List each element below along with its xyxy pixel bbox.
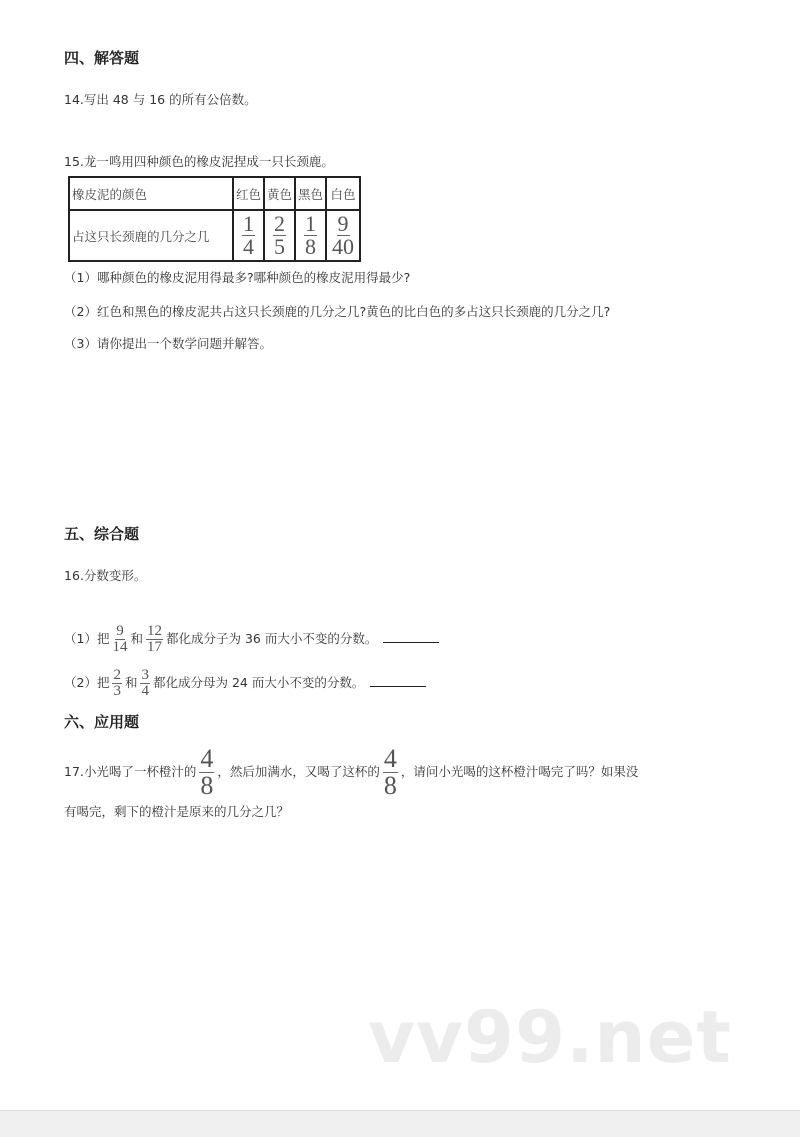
fraction: $\frac{1}{8}$ — [305, 211, 317, 259]
answer-blank[interactable] — [370, 686, 426, 687]
sub-question-2: （2）红色和黑色的橡皮泥共占这只长颈鹿的几分之几?黄色的比白色的多占这只长颈鹿的几分之几? — [64, 304, 611, 319]
part-1: （1）把 $\frac{9}{14}$ 和 $\frac{12}{17}$ 都化成分子为 36 而大小不变的分数。 — [64, 624, 439, 655]
header-cell: 白色 — [326, 177, 360, 210]
fraction: $\frac{9}{40}$ — [332, 211, 355, 259]
page-bottom-bar — [0, 1110, 800, 1137]
sub-question-3: （3）请你提出一个数学问题并解答。 — [64, 336, 272, 351]
question-17: 17.小光喝了一杯橙汁的 $\frac{4}{8}$ ，然后加满水，又喝了这杯的 $\frac{4}{8}$ ，请问小光喝的这杯橙汁喝完了吗？如果没 — [64, 744, 639, 800]
part-2: （2）把 $\frac{2}{3}$ 和 $\frac{3}{4}$ 都化成分母为 24 而大小不变的分数。 — [64, 668, 426, 699]
question-16: 16.分数变形。 — [64, 568, 147, 583]
answer-blank[interactable] — [383, 642, 439, 643]
fraction: $\frac{2}{5}$ — [274, 211, 286, 259]
watermark: vv99.net — [368, 995, 732, 1079]
question-17-line2: 有喝完，剩下的橙汁是原来的几分之几？ — [64, 804, 290, 819]
clay-color-table — [68, 176, 361, 262]
section-heading: 五、综合题 — [64, 525, 140, 543]
row-label: 占这只长颈鹿的几分之几 — [69, 210, 233, 261]
header-cell: 红色 — [233, 177, 264, 210]
header-cell: 橡皮泥的颜色 — [69, 177, 233, 210]
fraction: $\frac{1}{4}$ — [243, 211, 254, 259]
question-15: 15.龙一鸣用四种颜色的橡皮泥捏成一只长颈鹿。 — [64, 154, 334, 169]
question-14: 14.写出 48 与 16 的所有公倍数。 — [64, 92, 257, 107]
sub-question-1: （1）哪种颜色的橡皮泥用得最多?哪种颜色的橡皮泥用得最少? — [64, 270, 411, 285]
header-cell: 黄色 — [264, 177, 295, 210]
header-cell: 黑色 — [295, 177, 326, 210]
section-heading: 六、应用题 — [64, 713, 140, 731]
section-heading: 四、解答题 — [64, 49, 140, 67]
